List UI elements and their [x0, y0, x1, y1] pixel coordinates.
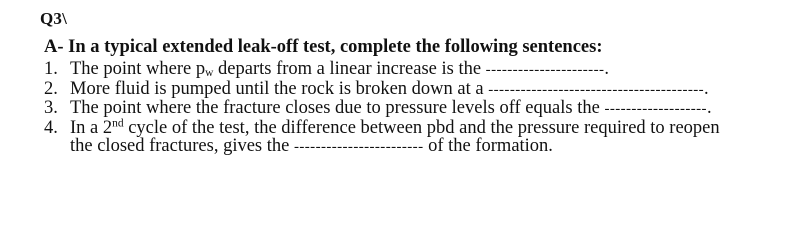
item-line	[70, 99, 789, 119]
text-fragment: cycle of the test, the difference between pbd and the pressure required to reopen	[123, 117, 720, 138]
text-fragment: .	[704, 78, 709, 99]
item-number: 4.	[44, 117, 58, 138]
fill-in-blank: ----------------------	[485, 62, 605, 78]
text-fragment: .	[706, 98, 712, 119]
item-line	[70, 119, 789, 138]
text-fragment: departs from a linear increase is the	[213, 59, 486, 79]
item-line	[70, 137, 789, 157]
list-item	[44, 80, 789, 100]
text-fragment: .	[604, 59, 609, 79]
list-item	[44, 119, 789, 157]
text-fragment: of the formation.	[423, 136, 553, 157]
text-fragment: The point where p	[70, 59, 206, 79]
item-line	[70, 60, 789, 80]
item-text	[70, 99, 789, 119]
fill-in-blank: -------------------	[604, 101, 707, 118]
item-number: 3.	[44, 98, 58, 119]
text-fragment: the closed fractures, gives the	[70, 136, 294, 157]
text-fragment: The point where the fracture closes due to pressure levels off equals the	[70, 98, 605, 119]
item-text	[70, 119, 789, 157]
item-text	[70, 60, 789, 80]
section-heading: A- In a typical extended leak-off test, complete the following sentences:	[44, 37, 603, 57]
fill-in-blank: ------------------------	[293, 139, 424, 156]
item-text	[70, 80, 789, 100]
item-number: 2.	[44, 78, 58, 99]
item-number: 1.	[44, 59, 58, 79]
question-number: Q3\	[40, 9, 68, 28]
list-item	[44, 99, 789, 119]
fill-in-blank: ----------------------------------------	[488, 81, 705, 98]
sentence-list	[44, 60, 789, 157]
item-line	[70, 80, 789, 100]
subscript: w	[205, 67, 214, 80]
superscript: nd	[112, 117, 124, 130]
text-fragment: More fluid is pumped until the rock is broken down at a	[70, 78, 489, 99]
list-item	[44, 60, 789, 80]
text-fragment: In a 2	[70, 117, 113, 138]
